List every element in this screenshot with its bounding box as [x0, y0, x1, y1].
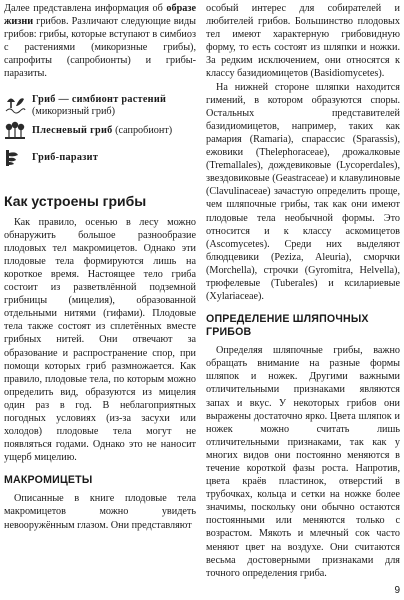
right-column — [206, 2, 400, 580]
basidiomycetes-paragraph: На нижней стороне шляпки находится гимений, в котором образуются споры. Остальных представителей базидиомицетов, например, таких как рамария (Ramaria), спарассис (Sparassis), ежовики (Thelephoraceae), дрожалковые (Tremallales), дождевиковые (Lycoperdales), звездовиковые (Geastraceae) и клавулиновые (Clavulinaceae) зачастую определить проще, чем шляпочные грибы, так как они имеют плодовые тела необычной формы. Это относится и к классу аскомицетов (Ascomycetes). Среди них выделяют блюдцевики (Peziza, Aleuria), сморчки (Morchella), строчки (Gyromitra, Helvella), трюфелевые (Tuberales) и ксилариевые (Xylariaceae). — [206, 81, 400, 303]
intro-bold-term: образе жизни — [4, 3, 196, 28]
left-column — [4, 2, 196, 532]
section-heading: Как устроены грибы — [4, 192, 147, 209]
continuation-paragraph: особый интерес для собирателей и любителей грибов. Большинство плодовых тел имеют характерную грибовидную форму, то есть состоят из шляпки и ножки. За редким исключением, они относятся к классу базидиомицетов (Basidiomycetes). — [206, 3, 400, 80]
macromycetes-heading: МАКРОМИЦЕТЫ — [4, 474, 93, 487]
lifestyle-legend — [4, 94, 196, 175]
mycorrhiza-icon — [4, 94, 26, 114]
legend-item-parasite: Гриб-паразит — [4, 148, 196, 175]
legend-item-mold: Плесневый гриб (сапробионт) — [4, 121, 196, 148]
mold-icon — [4, 121, 26, 141]
macromycetes-paragraph: Описанные в книге плодовые тела макромицетов можно увидеть невооружённым глазом. Они представляют — [4, 493, 196, 531]
intro-paragraph: Далее представлена информация об образе жизни грибов. Различают следующие виды грибов: грибы, которые вступают в симбиоз с растениями (микоризные грибы), сапрофиты (сапробионты) и грибы-паразиты. — [4, 3, 196, 80]
page-number: 9 — [394, 585, 400, 596]
parasite-icon — [4, 148, 26, 168]
structure-paragraph: Как правило, осенью в лесу можно обнаружить большое разнообразие плодовых тел макромицетов. Однако эти плодовые тела формируются лишь на короткое время. Настоящее тело гриба состоит из разветвлённой подземной грибницы (мицелия), образованной отдельными нитями (гифами). Плодовые тела также состоят из сплетённых вместе грибных нитей. Они отвечают за образование и распространение спор, при помощи которых гриб размножается. Как правило, плодовые тела, по которым можно определить вид, образуются из мицелия один раз в год. В неблагоприятных погодных условиях (из-за засухи или холодов) плодовые тела могут не появляться годами. Однако это не наносит ущерб мицелию. — [4, 216, 196, 464]
legend-item-symbiont: Гриб — симбионт растений (микоризный гриб) — [4, 94, 196, 121]
identification-heading: ОПРЕДЕЛЕНИЕ ШЛЯПОЧНЫХ ГРИБОВ — [206, 313, 369, 339]
identification-paragraph: Определяя шляпочные грибы, важно обращать внимание на разные формы шляпок и ножек. Другими важными отличительными признаками являются запах и вкус. У некоторых грибов они выражены достаточно ярко. Цвета шляпок и ножек можно считать лишь отличительными признаками, так как у многих видов они постоянно меняются в течение короткой фазы роста. Напротив, цвета краёв пластинок, отверстий в трубочках, кольца и сетки на ножке более значимы, поскольку они обычно остаются постоянными или меняются только с возрастом. Мякоть и млечный сок часто меняют цвет на воздухе. Они считаются весьма достоверными признаками для точного определения гриба. — [206, 345, 400, 579]
